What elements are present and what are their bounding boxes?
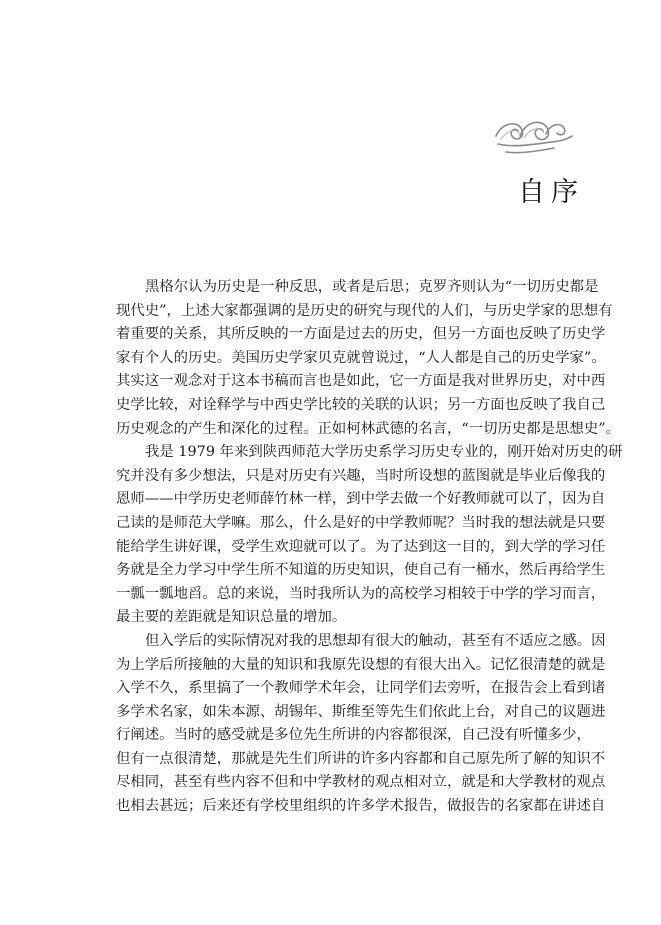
text-line: 其实这一观念对于这本书稿而言也是如此，它一方面是我对世界历史，对中西 — [116, 373, 606, 390]
text-line: 但有一点很清楚，那就是先生们所讲的许多内容都和自己原先所了解的知识不 — [116, 750, 606, 767]
text-line: 最主要的差距就是知识总量的增加。 — [116, 609, 347, 626]
text-line: 为上学后所接触的大量的知识和我原先设想的有很大出入。记忆很清楚的就是 — [116, 656, 606, 673]
text-line: 现代史”，上述大家都强调的是历史的研究与现代的人们，与历史学家的思想有 — [116, 302, 613, 319]
text-line: 己读的是师范大学嘛。那么，什么是好的中学教师呢？当时我的想法就是只要 — [116, 514, 606, 531]
text-line: 入学不久，系里搞了一个教师学术年会，让同学们去旁听，在报告会上看到诸 — [116, 680, 606, 697]
text-line: 一瓢一瓢地舀。总的来说，当时我所认为的高校学习相较于中学的学习而言， — [116, 585, 606, 602]
cloud-scroll-ornament-icon — [492, 114, 574, 158]
text-line: 恩师——中学历史老师薛竹林一样，到中学去做一个好教师就可以了，因为自 — [116, 491, 606, 508]
text-line: 史学比较，对诠释学与中西史学比较的关联的认识；另一方面也反映了我自己 — [116, 396, 606, 413]
text-line: 行阐述。当时的感受就是多位先生所讲的内容都很深，自己没有听懂多少， — [116, 727, 591, 744]
text-line: 也相去甚远；后来还有学校里组织的许多学术报告，做报告的名家都在讲述自 — [116, 798, 606, 815]
text-line: 但入学后的实际情况对我的思想却有很大的触动，甚至有不适应之感。因 — [145, 632, 606, 649]
text-line: 能给学生讲好课，受学生欢迎就可以了。为了达到这一目的，到大学的学习任 — [116, 538, 606, 555]
text-line: 家有个人的历史。美国历史学家贝克就曾说过，“人人都是自己的历史学家”。 — [116, 349, 606, 366]
text-line: 历史观念的产生和深化的过程。正如柯林武德的名言，“一切历史都是思想史”。 — [116, 420, 620, 437]
text-line: 着重要的关系，其所反映的一方面是过去的历史，但另一方面也反映了历史学 — [116, 326, 606, 343]
text-line: 多学术名家，如朱本源、胡锡年、斯维至等先生们依此上台，对自己的议题进 — [116, 703, 606, 720]
text-line: 尽相同，甚至有些内容不但和中学教材的观点相对立，就是和大学教材的观点 — [116, 774, 606, 791]
text-line: 黑格尔认为历史是一种反思，或者是后思；克罗齐则认为“一切历史都是 — [145, 279, 599, 295]
text-line: 究并没有多少想法，只是对历史有兴趣，当时所设想的蓝图就是毕业后像我的 — [116, 467, 606, 484]
text-line: 务就是全力学习中学生所不知道的历史知识，使自己有一桶水，然后再给学生 — [116, 562, 606, 579]
page-title: 自序 — [518, 177, 584, 208]
preface-body — [116, 276, 623, 819]
text-line: 我是 1979 年来到陕西师范大学历史系学习历史专业的，刚开始对历史的研 — [145, 444, 623, 461]
